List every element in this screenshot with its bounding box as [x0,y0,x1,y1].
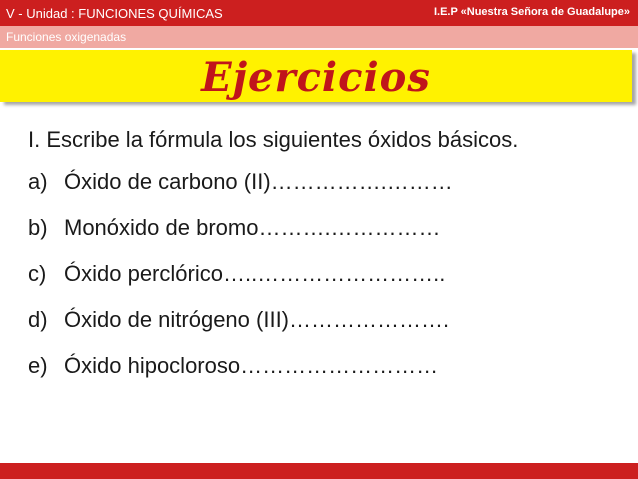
list-item [28,304,608,336]
item-text: Óxido hipocloroso……………………… [64,353,439,378]
instruction-text: I. Escribe la fórmula los siguientes óxidos básicos. [28,127,519,152]
list-item [28,166,608,198]
item-text: Monóxido de bromo……….…………… [64,215,441,240]
item-letter: d) [28,307,48,332]
item-text: Óxido de nitrógeno (III)…………………. [64,307,450,332]
list-item [28,258,608,290]
list-item [28,350,608,382]
item-text: Óxido perclórico…..…………………….. [64,261,446,286]
item-letter: b) [28,215,48,240]
item-letter: e) [28,353,48,378]
slide-title: Ejercicios [201,54,431,101]
list-item [28,212,608,244]
item-letter: c) [28,261,47,286]
item-text: Óxido de carbono (II)…………….……… [64,169,453,194]
title-banner [0,50,632,102]
topic-label: Funciones oxigenadas [6,30,127,44]
bottom-footer-bar [0,463,638,479]
unit-label: V - Unidad : FUNCIONES QUÍMICAS [6,6,223,21]
slide-content [28,124,608,382]
top-header-bar [0,0,638,26]
subheader-bar [0,26,638,48]
school-name: I.E.P «Nuestra Señora de Guadalupe» [433,6,630,18]
item-letter: a) [28,169,48,194]
exercise-list [28,166,608,382]
